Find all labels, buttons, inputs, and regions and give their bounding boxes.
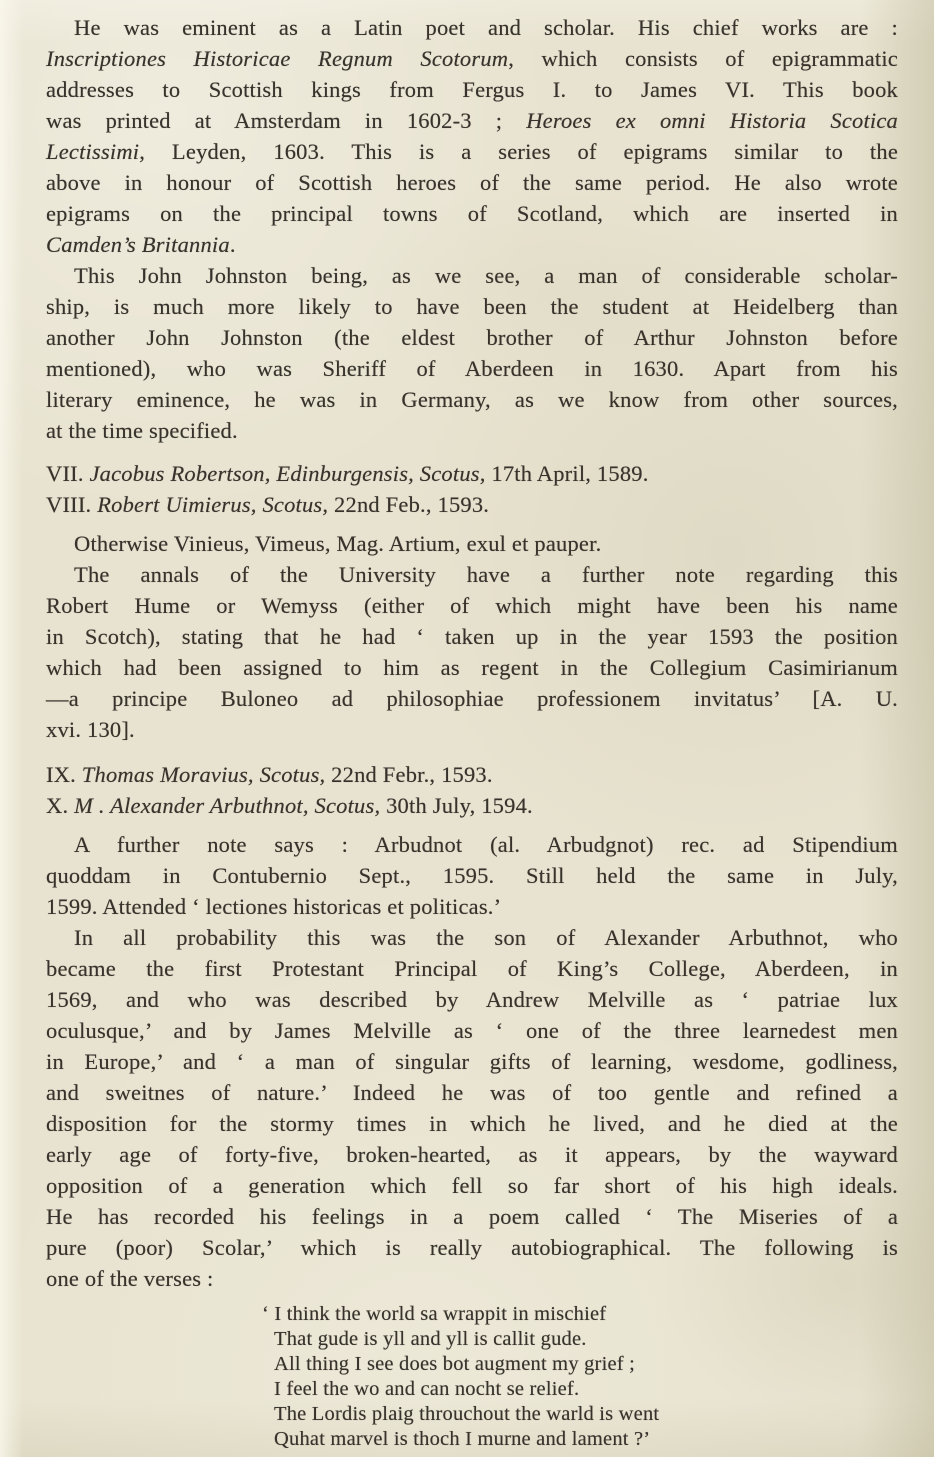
text-line: —a principe Buloneo ad philosophiae professionem invitatus’ [A. U. xyxy=(46,686,898,711)
text-line: 1569, and who was described by Andrew Melville as ‘ patriae lux xyxy=(46,987,898,1012)
roman-segment: was printed at Amsterdam in 1602-3 ; xyxy=(46,108,527,133)
poem-line: I feel the wo and can nocht se relief. xyxy=(274,1378,580,1400)
text-line: another John Johnston (the eldest brother of Arthur Johnston before xyxy=(46,325,898,350)
text-line xyxy=(46,489,898,520)
text-line: early age of forty-five, broken-hearted, as it appears, by the wayward xyxy=(46,1142,898,1167)
text-line: at the time specified. xyxy=(46,418,238,443)
text-line: pure (poor) Scolar,’ which is really autobiographical. The following is xyxy=(46,1235,898,1260)
text-line xyxy=(46,229,898,260)
text-line xyxy=(46,43,898,74)
text-line: in Scotch), stating that he had ‘ taken up in the year 1593 the position xyxy=(46,624,898,649)
italic-segment: Thomas Moravius, Scotus, xyxy=(81,762,326,787)
poem-line: ‘ I think the world sa wrappit in mischief xyxy=(262,1303,607,1325)
text-line: 1599. Attended ‘ lectiones historicas et politicas.’ xyxy=(46,894,502,919)
entry-date: 17th April, 1589. xyxy=(485,461,649,486)
para-john-johnston xyxy=(46,260,898,446)
entry-number: VIII. xyxy=(46,492,98,517)
text-line: oculusque,’ and by James Melville as ‘ one of the three learnedest men xyxy=(46,1018,898,1043)
text-line: In all probability this was the son of Alexander Arbuthnot, who xyxy=(74,925,898,950)
text-line: one of the verses : xyxy=(46,1266,214,1291)
italic-segment: M . Alexander Arbuthnot, Scotus, xyxy=(74,793,381,818)
entry-ix xyxy=(46,759,898,790)
poem-line: The Lordis plaig throuchout the warld is went xyxy=(274,1403,660,1425)
roman-segment: , Leyden, 1603. This is a series of epigrams similar to the xyxy=(139,139,898,164)
entry-date: 30th July, 1594. xyxy=(380,793,533,818)
text-line: The annals of the University have a further note regarding this xyxy=(74,562,898,587)
text-line: He was eminent as a Latin poet and scholar. His chief works are : xyxy=(74,15,898,40)
text-line: and sweitnes of nature.’ Indeed he was of too gentle and refined a xyxy=(46,1080,898,1105)
para-otherwise xyxy=(46,528,898,559)
text-line xyxy=(46,458,898,489)
italic-segment: Jacobus Robertson, Edinburgensis, Scotus, xyxy=(89,461,486,486)
italic-segment: Lectissimi xyxy=(46,139,140,164)
text-line: opposition of a generation which fell so far short of his high ideals. xyxy=(46,1173,898,1198)
text-line: A further note says : Arbudnot (al. Arbudgnot) rec. ad Stipendium xyxy=(74,832,898,857)
entry-number: X. xyxy=(46,793,75,818)
roman-segment: , which consists of epigrammatic xyxy=(508,46,898,71)
text-line: xvi. 130]. xyxy=(46,717,135,742)
text-line: He has recorded his feelings in a poem called ‘ The Miseries of a xyxy=(46,1204,898,1229)
italic-segment: Robert Uimierus, Scotus, xyxy=(97,492,329,517)
text-line xyxy=(46,759,898,790)
italic-segment: Camden’s Britannia xyxy=(46,232,230,257)
poem-line: All thing I see does bot augment my grief ; xyxy=(274,1353,636,1375)
italic-segment: Inscriptiones Historicae Regnum Scotorum xyxy=(46,46,509,71)
text-line: which had been assigned to him as regent in the Collegium Casimirianum xyxy=(46,655,898,680)
para-arbuthnot xyxy=(46,922,898,1294)
text-line: epigrams on the principal towns of Scotland, which are inserted in xyxy=(46,201,898,226)
entry-x xyxy=(46,790,898,821)
poem-line: That gude is yll and yll is callit gude. xyxy=(274,1328,587,1350)
entry-viii xyxy=(46,489,898,520)
text-line: This John Johnston being, as we see, a man of considerable scholar- xyxy=(74,263,898,288)
roman-segment: . xyxy=(229,232,236,257)
para-chief-works xyxy=(46,12,898,260)
text-line: ship, is much more likely to have been the student at Heidelberg than xyxy=(46,294,898,319)
text-line: literary eminence, he was in Germany, as we know from other sources, xyxy=(46,387,898,412)
text-line: mentioned), who was Sheriff of Aberdeen in 1630. Apart from his xyxy=(46,356,898,381)
text-line: quoddam in Contubernio Sept., 1595. Still held the same in July, xyxy=(46,863,898,888)
poem-line: Quhat marvel is thoch I murne and lament ?’ xyxy=(274,1428,651,1450)
text-line: Otherwise Vinieus, Vimeus, Mag. Artium, exul et pauper. xyxy=(74,531,602,556)
entry-date: 22nd Feb., 1593. xyxy=(328,492,490,517)
text-line: became the first Protestant Principal of King’s College, Aberdeen, in xyxy=(46,956,898,981)
text-line: Robert Hume or Wemyss (either of which might have been his name xyxy=(46,593,898,618)
poem-verse xyxy=(262,1302,898,1452)
entry-date: 22nd Febr., 1593. xyxy=(325,762,493,787)
text-line: disposition for the stormy times in which he lived, and he died at the xyxy=(46,1111,898,1136)
text-line xyxy=(46,136,898,167)
text-line xyxy=(46,105,898,136)
italic-segment: Heroes ex omni Historia Scotica xyxy=(526,108,898,133)
entry-number: IX. xyxy=(46,762,82,787)
entry-vii xyxy=(46,458,898,489)
text-line: in Europe,’ and ‘ a man of singular gifts of learning, wesdome, godliness, xyxy=(46,1049,898,1074)
para-further-note xyxy=(46,829,898,922)
entry-number: VII. xyxy=(46,461,90,486)
text-line xyxy=(46,790,898,821)
text-line: addresses to Scottish kings from Fergus I. to James VI. This book xyxy=(46,77,898,102)
para-annals xyxy=(46,559,898,745)
text-line: above in honour of Scottish heroes of the same period. He also wrote xyxy=(46,170,898,195)
